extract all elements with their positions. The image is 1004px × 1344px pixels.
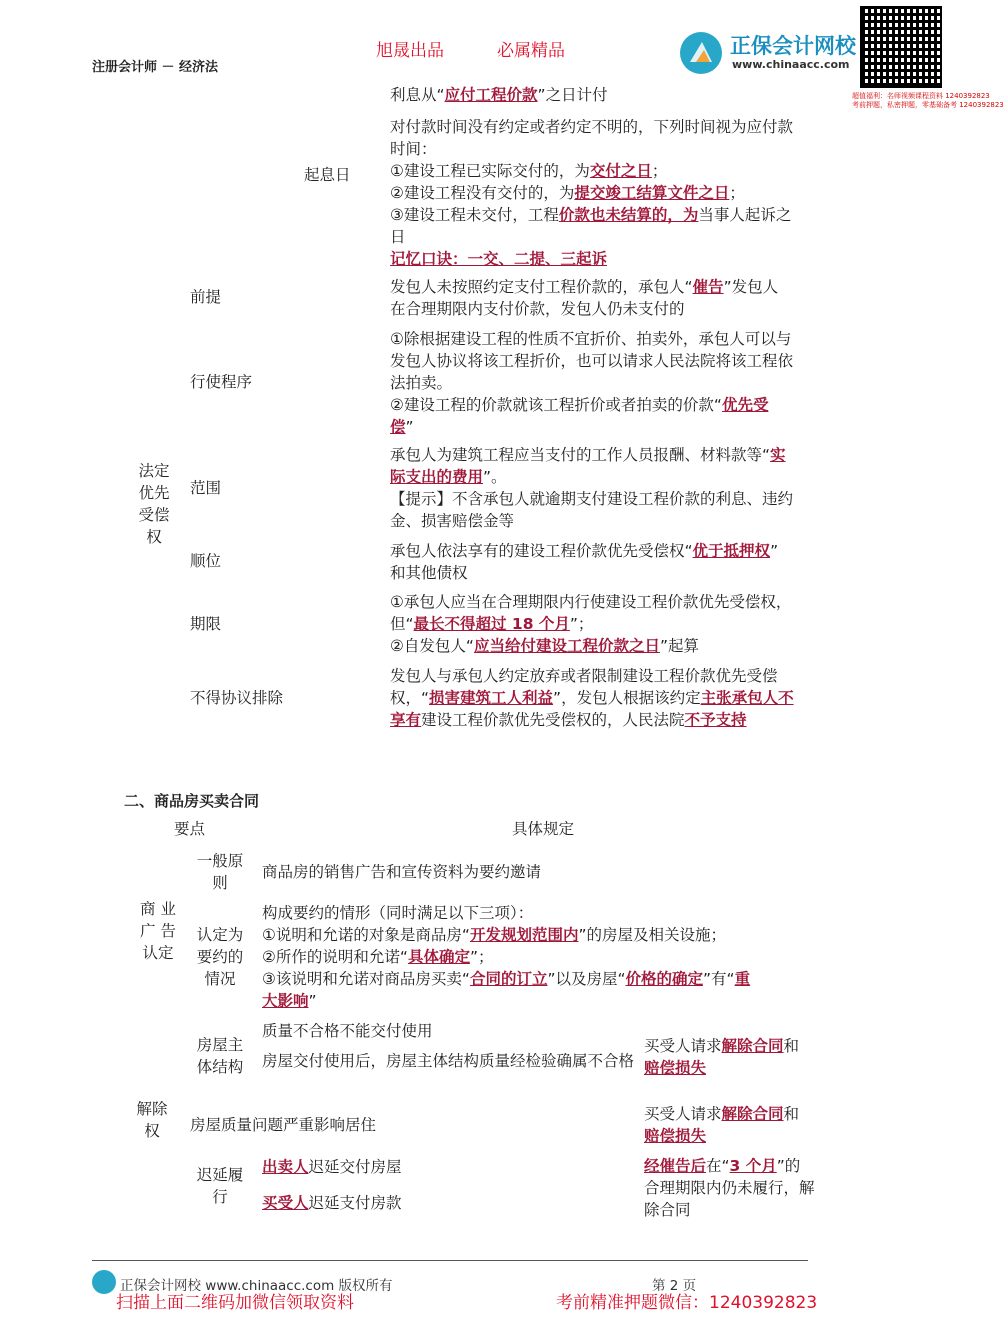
bude-line-1: 发包人与承包人约定放弃或者限制建设工程价款优先受偿 bbox=[390, 667, 778, 685]
label-qixian: 期限 bbox=[190, 615, 222, 633]
highlighted-text: 主张承包人不 bbox=[700, 689, 794, 707]
highlighted-text: 享有 bbox=[390, 711, 422, 729]
footer-promo-left: 扫描上面二维码加微信领取资料 bbox=[116, 1293, 354, 1313]
fanwei-line-2 bbox=[390, 466, 507, 488]
text-run: ”有“ bbox=[703, 970, 735, 988]
text-run: 权，“ bbox=[390, 689, 430, 707]
footer-promo-right: 考前精准押题微信：1240392823 bbox=[556, 1293, 818, 1313]
fanwei-line-4: 金、损害赔偿金等 bbox=[390, 512, 515, 530]
text-run: ①建设工程已实际交付的，为 bbox=[390, 162, 590, 180]
label-qianti: 前提 bbox=[190, 288, 222, 306]
text-run: ②所作的说明和允诺“ bbox=[262, 948, 408, 966]
highlighted-text: 际支出的费用 bbox=[390, 468, 484, 486]
qixi-line-1 bbox=[390, 84, 608, 106]
text-run: ； bbox=[651, 162, 668, 180]
text-run: 但“ bbox=[390, 615, 414, 633]
footer-page-number: 第 2 页 bbox=[652, 1278, 697, 1294]
label-structure: 房屋主体结构 bbox=[196, 1036, 244, 1076]
shunwei-line-2: 和其他债权 bbox=[390, 564, 468, 582]
col-header-points: 要点 bbox=[174, 820, 206, 838]
header-slogan-2: 必属精品 bbox=[497, 41, 565, 61]
text-run: ”之日计付 bbox=[537, 86, 608, 104]
remedy-2-line-1 bbox=[644, 1103, 799, 1125]
remedy-1-line-2 bbox=[644, 1057, 706, 1079]
offer-line-2 bbox=[262, 924, 726, 946]
text-run: ； bbox=[729, 184, 745, 202]
highlighted-text: 赔偿损失 bbox=[644, 1127, 707, 1145]
shunwei-line-1 bbox=[390, 540, 778, 562]
text-run: ”发包人 bbox=[723, 278, 779, 296]
structure-text-1: 质量不合格不能交付使用 bbox=[262, 1022, 433, 1040]
text-run: ”，发包人根据该约定 bbox=[553, 689, 701, 707]
xingshi-line-1: ①除根据建设工程的性质不宜折价、拍卖外，承包人可以与 bbox=[390, 330, 792, 348]
text-run: ②建设工程没有交付的，为 bbox=[390, 184, 575, 202]
text-run: 承包人依法享有的建设工程价款优先受偿权“ bbox=[390, 542, 693, 560]
text-run: ①说明和允诺的对象是商品房“ bbox=[262, 926, 470, 944]
logo-mark-icon bbox=[680, 32, 722, 74]
offer-line-5 bbox=[262, 990, 317, 1012]
xingshi-line-2: 发包人协议将该工程折价，也可以请求人民法院将该工程依 bbox=[390, 352, 794, 370]
text-run: 买受人请求 bbox=[644, 1105, 722, 1123]
fanwei-line-3: 【提示】不含承包人就逾期支付建设工程价款的利息、违约 bbox=[390, 490, 794, 508]
qixi-line-7: 日 bbox=[390, 228, 406, 246]
highlighted-text: 优先受 bbox=[721, 396, 769, 414]
group-label-rescind: 解除权 bbox=[136, 1100, 168, 1140]
xingshi-line-4 bbox=[390, 394, 768, 416]
delay-text-2 bbox=[262, 1192, 402, 1214]
qr-caption-1: 超值福利：名师视频课程资料 1240392823 bbox=[852, 92, 990, 100]
qixi-line-5 bbox=[390, 182, 745, 204]
label-qixi: 起息日 bbox=[304, 166, 351, 184]
remedy-2-line-2 bbox=[644, 1125, 706, 1147]
highlighted-text: 开发规划范围内 bbox=[469, 926, 579, 944]
text-run: ③建设工程未交付，工程 bbox=[390, 206, 559, 224]
text-run: 迟延交付房屋 bbox=[308, 1158, 402, 1176]
footer-copyright: 正保会计网校 www.chinaacc.com 版权所有 bbox=[120, 1278, 393, 1294]
text-run: 买受人请求 bbox=[644, 1037, 722, 1055]
text-run: ”； bbox=[569, 615, 594, 633]
offer-line-4 bbox=[262, 968, 750, 990]
structure-text-2: 房屋交付使用后，房屋主体结构质量经检验确属不合格 bbox=[262, 1052, 635, 1070]
highlighted-text: 价格的确定 bbox=[625, 970, 704, 988]
text-run: 迟延支付房款 bbox=[308, 1194, 402, 1212]
qixi-line-3: 时间： bbox=[390, 140, 437, 158]
highlighted-text: 经催告后 bbox=[644, 1157, 707, 1175]
highlighted-text: 解除合同 bbox=[721, 1037, 784, 1055]
text-run: ” bbox=[405, 418, 414, 436]
highlighted-text: 具体确定 bbox=[407, 948, 470, 966]
highlighted-text: 重 bbox=[734, 970, 751, 988]
highlighted-text: 不予支持 bbox=[684, 711, 747, 729]
qr-code-icon bbox=[860, 6, 942, 88]
xingshi-line-5 bbox=[390, 416, 414, 438]
highlighted-text: 应当给付建设工程价款之日 bbox=[473, 637, 660, 655]
text-run: 承包人为建筑工程应当支付的工作人员报酬、材料款等“ bbox=[390, 446, 771, 464]
label-fanwei: 范围 bbox=[190, 479, 222, 497]
highlighted-text: 最长不得超过 18 个月 bbox=[413, 615, 570, 633]
text-run: 在“ bbox=[706, 1157, 730, 1175]
highlighted-text: 交付之日 bbox=[589, 162, 652, 180]
text-run: ”； bbox=[469, 948, 494, 966]
label-shunwei: 顺位 bbox=[190, 552, 222, 570]
highlighted-text: 提交竣工结算文件之日 bbox=[574, 184, 730, 202]
bude-line-3 bbox=[390, 709, 747, 731]
qixi-line-2: 对付款时间没有约定或者约定不明的，下列时间视为应付款 bbox=[390, 118, 794, 136]
bude-line-2 bbox=[390, 687, 794, 709]
logo-title: 正保会计网校 bbox=[730, 34, 856, 58]
qixi-mnemonic: 记忆口诀：一交、二提、三起诉 bbox=[390, 250, 608, 268]
xingshi-line-3: 法拍卖。 bbox=[390, 374, 453, 392]
highlighted-text: 大影响 bbox=[262, 992, 309, 1010]
highlighted-text: 合同的订立 bbox=[469, 970, 548, 988]
qixian-line-2 bbox=[390, 613, 593, 635]
qianti-line-1 bbox=[390, 276, 778, 298]
header-doc-title: 注册会计师 － 经济法 bbox=[92, 60, 219, 75]
section-title: 二、商品房买卖合同 bbox=[124, 792, 260, 810]
general-text: 商品房的销售广告和宣传资料为要约邀请 bbox=[262, 863, 542, 881]
highlighted-text: 实 bbox=[770, 446, 786, 464]
offer-line-1: 构成要约的情形（同时满足以下三项）： bbox=[262, 904, 534, 922]
footer-divider bbox=[92, 1260, 808, 1261]
text-run: ”。 bbox=[483, 468, 507, 486]
highlighted-text: 3 个月 bbox=[729, 1157, 777, 1175]
text-run: 建设工程价款优先受偿权的，人民法院 bbox=[421, 711, 685, 729]
highlighted-text: 价款也未结算的，为 bbox=[558, 206, 699, 224]
highlighted-text: 赔偿损失 bbox=[644, 1059, 707, 1077]
group-label-priority-right: 法定优先受偿权 bbox=[138, 462, 170, 546]
logo-url: www.chinaacc.com bbox=[732, 58, 850, 71]
col-header-rules: 具体规定 bbox=[512, 820, 575, 838]
offer-line-3 bbox=[262, 946, 493, 968]
fanwei-line-1 bbox=[390, 444, 786, 466]
text-run: ③该说明和允诺对商品房买卖“ bbox=[262, 970, 470, 988]
text-run: ”的房屋及相关设施； bbox=[578, 926, 726, 944]
text-run: 当事人起诉之 bbox=[698, 206, 792, 224]
qixi-line-6 bbox=[390, 204, 791, 226]
text-run: ”的 bbox=[776, 1157, 801, 1175]
highlighted-text: 偿 bbox=[390, 418, 406, 436]
remedy-3-line-2: 合理期限内仍未履行，解 bbox=[644, 1179, 815, 1197]
qixi-line-4 bbox=[390, 160, 667, 182]
highlighted-text: 催告 bbox=[692, 278, 724, 296]
text-run: 利息从“ bbox=[390, 86, 445, 104]
delay-text-1 bbox=[262, 1156, 402, 1178]
text-run: 和 bbox=[783, 1037, 800, 1055]
text-run: ”以及房屋“ bbox=[547, 970, 626, 988]
text-run: ”起算 bbox=[659, 637, 699, 655]
highlighted-text: 应付工程价款 bbox=[444, 86, 538, 104]
text-run: 发包人未按照约定支付工程价款的，承包人“ bbox=[390, 278, 693, 296]
highlighted-text: 损害建筑工人利益 bbox=[429, 689, 554, 707]
remedy-3-line-3: 除合同 bbox=[644, 1201, 691, 1219]
remedy-3-line-1 bbox=[644, 1155, 800, 1177]
highlighted-text: 买受人 bbox=[262, 1194, 309, 1212]
text-run: ②自发包人“ bbox=[390, 637, 474, 655]
footer-logo-icon bbox=[92, 1270, 116, 1294]
label-xingshi: 行使程序 bbox=[190, 373, 253, 391]
qixian-line-1: ①承包人应当在合理期限内行使建设工程价款优先受偿权， bbox=[390, 593, 792, 611]
qr-caption-2: 考前押题，私密押题，零基础备考 1240392823 bbox=[852, 101, 1004, 109]
qianti-line-2: 在合理期限内支付价款，发包人仍未支付的 bbox=[390, 300, 685, 318]
label-general: 一般原则 bbox=[196, 852, 244, 892]
text-run: ” bbox=[770, 542, 779, 560]
highlighted-text: 出卖人 bbox=[262, 1158, 309, 1176]
label-bude: 不得协议排除 bbox=[190, 689, 284, 707]
text-run: ” bbox=[308, 992, 317, 1010]
text-run: 和 bbox=[783, 1105, 800, 1123]
label-delay: 迟延履行 bbox=[196, 1166, 244, 1206]
qixian-line-3 bbox=[390, 635, 699, 657]
quality-text: 房屋质量问题严重影响居住 bbox=[190, 1116, 377, 1134]
label-offer: 认定为要约的情况 bbox=[196, 926, 244, 988]
group-label-ad: 商 业广 告认定 bbox=[140, 900, 176, 962]
highlighted-text: 解除合同 bbox=[721, 1105, 784, 1123]
text-run: ②建设工程的价款就该工程折价或者拍卖的价款“ bbox=[390, 396, 722, 414]
highlighted-text: 优于抵押权 bbox=[692, 542, 771, 560]
remedy-1-line-1 bbox=[644, 1035, 799, 1057]
header-slogan-1: 旭晟出品 bbox=[376, 41, 444, 61]
